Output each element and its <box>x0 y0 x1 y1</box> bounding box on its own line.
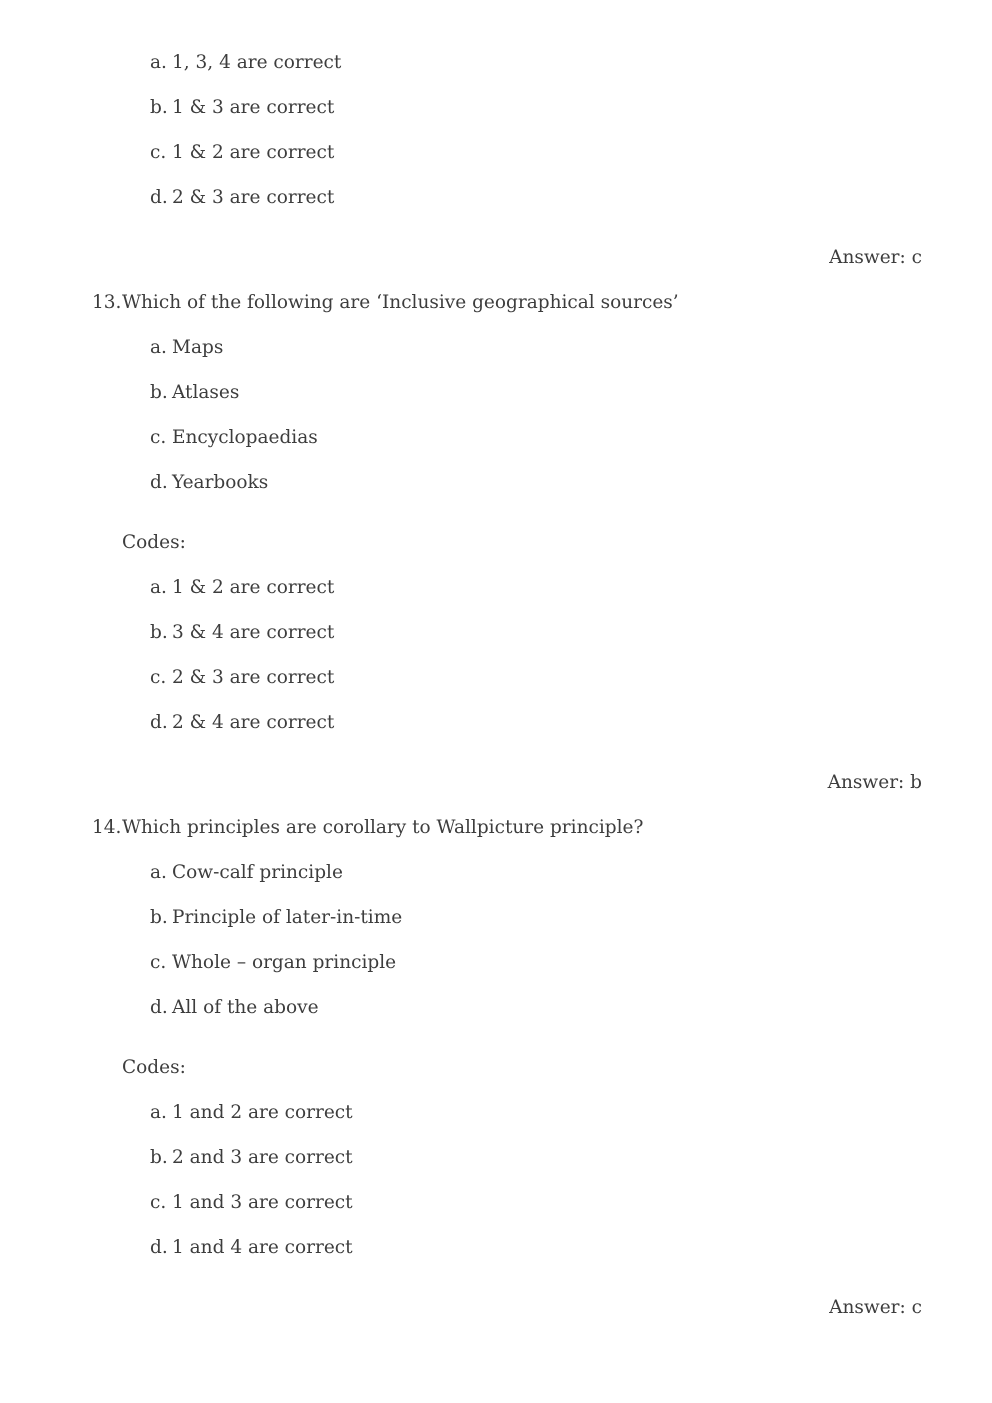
option-item: b. 1 & 3 are correct <box>150 97 335 118</box>
option-item: c. 1 & 2 are correct <box>150 142 335 163</box>
question-14: 14.Which principles are corollary to Wallpicture principle? <box>92 817 644 838</box>
option-item: a. 1, 3, 4 are correct <box>150 52 342 73</box>
codes-label: Codes: <box>122 1057 186 1078</box>
option-item: c. Encyclopaedias <box>150 427 318 448</box>
answer-12: Answer: c <box>829 247 922 268</box>
answer-13: Answer: b <box>827 772 922 793</box>
option-item: a. Maps <box>150 337 224 358</box>
code-item: d. 1 and 4 are correct <box>150 1237 353 1258</box>
code-item: c. 2 & 3 are correct <box>150 667 335 688</box>
codes-label: Codes: <box>122 532 186 553</box>
code-item: b. 2 and 3 are correct <box>150 1147 353 1168</box>
code-item: d. 2 & 4 are correct <box>150 712 335 733</box>
option-item: c. Whole – organ principle <box>150 952 397 973</box>
question-13: 13.Which of the following are ‘Inclusive geographical sources’ <box>92 292 679 313</box>
code-item: b. 3 & 4 are correct <box>150 622 335 643</box>
option-item: b. Principle of later-in-time <box>150 907 403 928</box>
code-item: c. 1 and 3 are correct <box>150 1192 353 1213</box>
answer-14: Answer: c <box>829 1297 922 1318</box>
option-item: d. All of the above <box>150 997 319 1018</box>
option-item: d. Yearbooks <box>150 472 269 493</box>
option-item: d. 2 & 3 are correct <box>150 187 335 208</box>
code-item: a. 1 and 2 are correct <box>150 1102 353 1123</box>
option-item: a. Cow-calf principle <box>150 862 343 883</box>
code-item: a. 1 & 2 are correct <box>150 577 335 598</box>
option-item: b. Atlases <box>150 382 240 403</box>
